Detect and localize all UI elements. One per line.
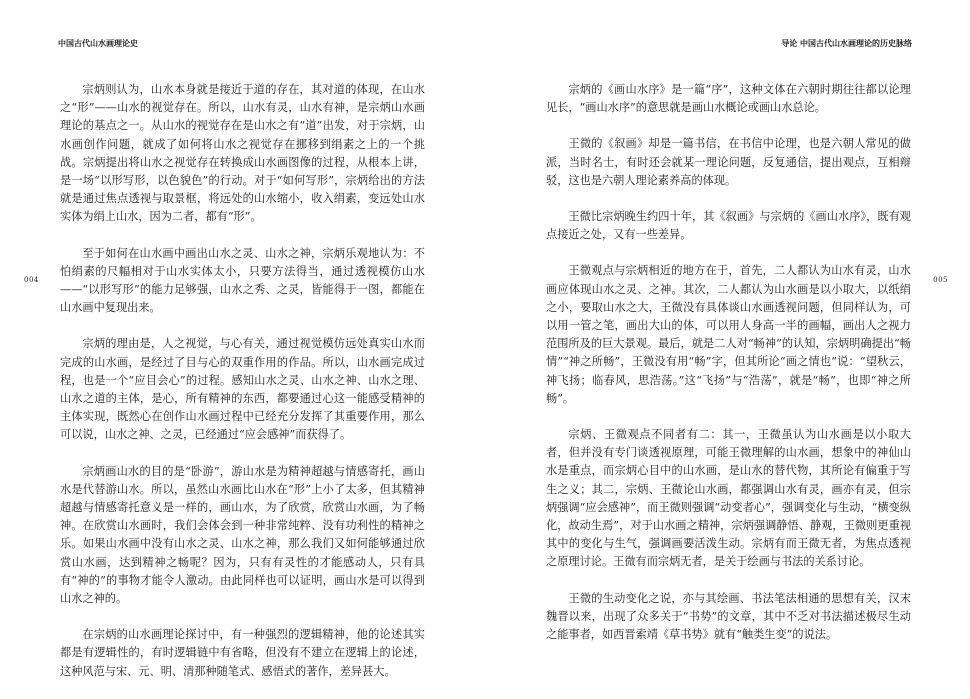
paragraph: 在宗炳的山水画理论探讨中，有一种强烈的逻辑精神，他的论述其实都是有逻辑性的，有时逻辑链中有省略，但没有不建立在逻辑上的论述，这种风范与宋、元、明、清那种随笔式、感悟式的著作，差异甚大。 — [60, 628, 425, 678]
body-text — [546, 81, 911, 662]
paragraph: 宗炳的理由是，人之视觉，与心有关，通过视觉模仿远处真实山水而完成的山水画，是经过了目与心的双重作用的作品。所以，山水画完成过程，也是一个“应目会心”的过程。感知山水之灵、山水之神、山水之理、山水之道的主体，是心，所有精神的东西，都要通过心这一能感受精神的主体实现，既然心在创作山水画过程中已经充分发挥了其重要作用，那么可以说，山水之神、之灵，已经通过“应会感神”而获得了。 — [60, 337, 425, 442]
running-head: 中国古代山水画理论史 — [58, 38, 138, 48]
paragraph: 宗炳则认为，山水本身就是接近于道的存在，其对道的体现，在山水之“形”——山水的视觉存在。所以，山水有灵，山水有神，是宗炳山水画理论的基点之一。从山水的视觉存在是山水之有“道”出发，对于宗炳，山水画创作问题，就成了如何将山水之视觉存在挪移到绢素之上的一个挑战。宗炳提出将山水之视觉存在转换成山水画图像的过程，从根本上讲，是一场“以形写形，以色貌色”的行动。对于“如何写形”，宗炳给出的方法就是通过焦点透视与取景框，将远处的山水缩小，收入绢素，变远处山水实体为绢上山水，因为二者，都有“形”。 — [60, 83, 425, 224]
paragraph: 王微的生动变化之说，亦与其绘画、书法笔法相通的思想有关，汉末魏晋以来，出现了众多关于“书势”的文章，其中不乏对书法描述极尽生动之能事者，如西晋索靖《草书势》就有“触类生变”的说法。 — [546, 591, 911, 642]
body-text — [60, 81, 425, 699]
paragraph: 宗炳的《画山水序》是一篇“序”，这种文体在六朝时期往往都以论理见长，“画山水序”的意思就是画山水概论或画山水总论。 — [546, 83, 911, 115]
paragraph: 王微观点与宗炳相近的地方在于，首先，二人都认为山水有灵，山水画应体现山水之灵、之神。其次，二人都认为山水画是以小取大，以纸绢之小，要取山水之大，王微没有具体谈山水画透视问题，但同样认为，可以用一管之笔，画出大山的体，可以用人身高一半的画幅，画出人之视力范围所及的巨大景观。最后，就是二人对“畅神”的认知，宗炳明确提出“畅情”“神之所畅”，王微没有用“畅”字，但其所论“画之情也”说：“望秋云，神飞扬；临春风，思浩荡。”这“飞扬”与“浩荡”，就是“畅”，也即“神之所畅”。 — [546, 264, 911, 405]
left-page — [0, 0, 485, 684]
paragraph: 王微比宗炳晚生约四十年，其《叙画》与宗炳的《画山水序》，既有观点接近之处，又有一些差异。 — [546, 210, 911, 242]
paragraph: 宗炳画山水的目的是“卧游”，游山水是为精神超越与情感寄托，画山水是代替游山水。所以，虽然山水画比山水在“形”上小了太多，但其精神超越与情感寄托意义是一样的，画山水，为了欣赏，欣赏山水画，为了畅神。在欣赏山水画时，我们会体会到一种非常纯粹、没有功利性的精神之乐。如果山水画中没有山水之灵、山水之神，那么我们又如何能够通过欣赏山水画，达到精神之畅呢？因为，只有有灵性的才能感动人，只有具有“神的”的事物才能令人激动。由此同样也可以证明，画山水是可以得到山水之神的。 — [60, 464, 425, 606]
paragraph: 至于如何在山水画中画出山水之灵、山水之神，宗炳乐观地认为：不怕绢素的尺幅相对于山水实体太小，只要方法得当，通过透视模仿山水——“以形写形”的能力足够强，山水之秀、之灵，皆能得于一图，都能在山水画中复现出来。 — [60, 246, 425, 315]
page-number: 005 — [933, 276, 948, 284]
right-page — [485, 0, 970, 684]
paragraph: 宗炳、王微观点不同者有二：其一，王微虽认为山水画是以小取大者，但并没有专门谈透视原理，可能王微理解的山水画，想象中的神仙山水是重点，而宗炳心目中的山水画，是山水的替代物，其所论有偏重于写生之义；其二，宗炳、王微论山水画，都强调山水有灵，画亦有灵，但宗炳强调“应会感神”，而王微则强调“动变者心”，强调变化与生动，“横变纵化，故动生焉”，对于山水画之精神，宗炳强调静悟、静观，王微则更重视其中的变化与生气，强调画要活泼生动。宗炳有而王微无者，为焦点透视之原理讨论。王微有而宗炳无者，是关于绘画与书法的关系讨论。 — [546, 428, 911, 569]
page-number: 004 — [24, 276, 39, 284]
paragraph: 王微的《叙画》却是一篇书信，在书信中论理，也是六朝人常见的做派，当时名士，有时还会就某一理论问题，反复通信，提出观点，互相辩驳，这也是六朝人理论素养高的体现。 — [546, 137, 911, 187]
running-head: 导论 中国古代山水画理论的历史脉络 — [781, 38, 912, 48]
